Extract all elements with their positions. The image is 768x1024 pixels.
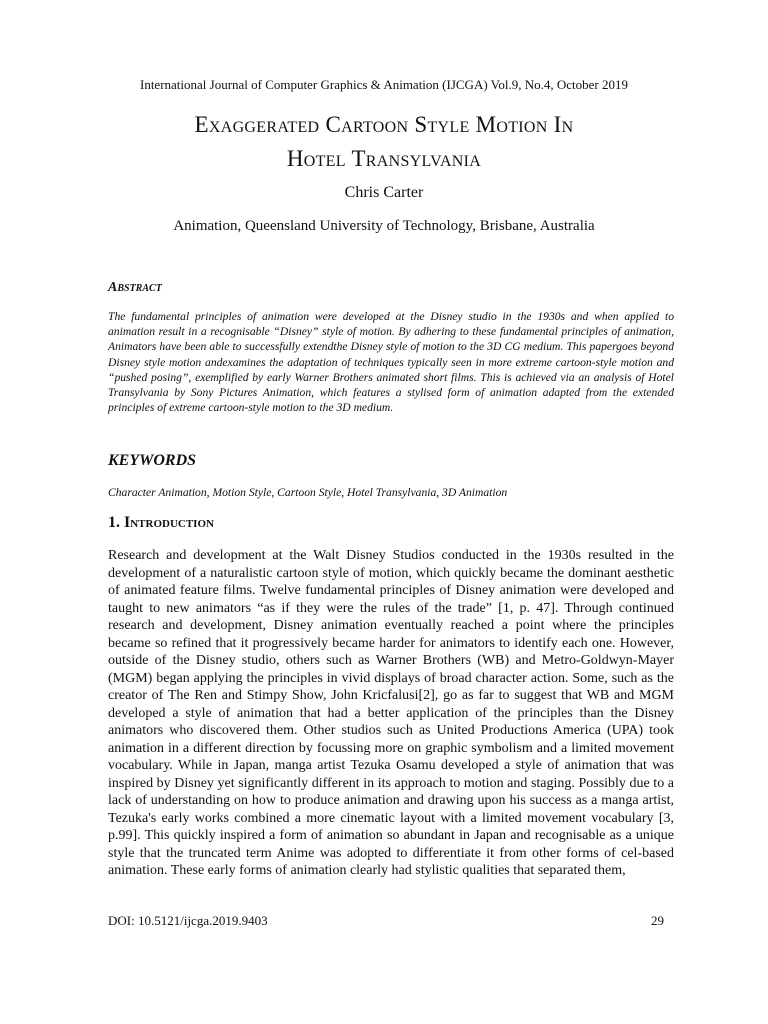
running-header: International Journal of Computer Graphics & Animation (IJCGA) Vol.9, No.4, October 2019 xyxy=(139,77,629,92)
author-affiliation: Animation, Queensland University of Technology, Brisbane, Australia xyxy=(173,218,595,234)
keywords-heading: KEYWORDS xyxy=(108,452,197,469)
abstract-body: The fundamental principles of animation were developed at the Disney studio in the 1930s and when applied to animation result in a recognisable “Disney” style of motion. By adhering to these fundamental principles of animation, Animators have been able to successfully extendthe Disney style of motion to the 3D CG medium. This papergoes beyond Disney style motion andexamines the adaptation of techniques typically seen in more extreme cartoon-style motion and “pushed posing”, exemplified by early Warner Brothers animated short films. This is achieved via an analysis of Hotel Transylvania by Sony Pictures Animation, which features a stylised form of animation adapted from the extended principles of extreme cartoon-style motion to the 3D medium. xyxy=(108,310,674,415)
introduction-body: Research and development at the Walt Disney Studios conducted in the 1930s resulted in the development of a naturalistic cartoon style of motion, which quickly became the dominant aesthetic of animated feature films. Twelve fundamental principles of Disney animation were developed and taught to new animators “as if they were the rules of the trade” [1, p. 47]. Through continued research and development, Disney animation eventually reached a point where the principles became so refined that it progressively became harder for animators to identify each one. However, outside of the Disney studio, others such as Warner Brothers (WB) and Metro-Goldwyn-Mayer (MGM) began applying the principles in vivid displays of broad character action. Some, such as the creator of The Ren and Stimpy Show, John Kricfalusi[2], go as far to suggest that WB and MGM developed a style of animation that had a better application of the principles than the Disney animators who discovered them. Other studios such as United Productions America (UPA) took animation in a different direction by focussing more on graphic symbolism and a limited movement vocabulary. While in Japan, manga artist Tezuka Osamu developed a style of animation that was inspired by Disney yet significantly different in its approach to motion and staging. Possibly due to a lack of understanding on how to produce animation and drawing upon his success as a manga artist, Tezuka's early works combined a more cinematic layout with a limited movement vocabulary [3, p.99]. This quickly inspired a form of animation so abundant in Japan and recognisable as a unique style that the truncated term Anime was adopted to differentiate it from other forms of cel-based animation. These early forms of animation clearly had stylistic qualities that separated them, xyxy=(108,548,674,878)
keywords-list: Character Animation, Motion Style, Cartoon Style, Hotel Transylvania, 3D Animation xyxy=(108,486,508,499)
paper-title-line-2: Hotel Transylvania xyxy=(286,146,482,171)
introduction-heading: 1. Introduction xyxy=(108,514,214,531)
paper-title-line-1: Exaggerated Cartoon Style Motion In xyxy=(194,112,574,137)
author-name: Chris Carter xyxy=(344,184,424,201)
abstract-heading: Abstract xyxy=(108,280,162,295)
page-number: 29 xyxy=(651,913,664,928)
doi-footer: DOI: 10.5121/ijcga.2019.9403 xyxy=(108,913,268,928)
paper-title xyxy=(84,108,684,176)
